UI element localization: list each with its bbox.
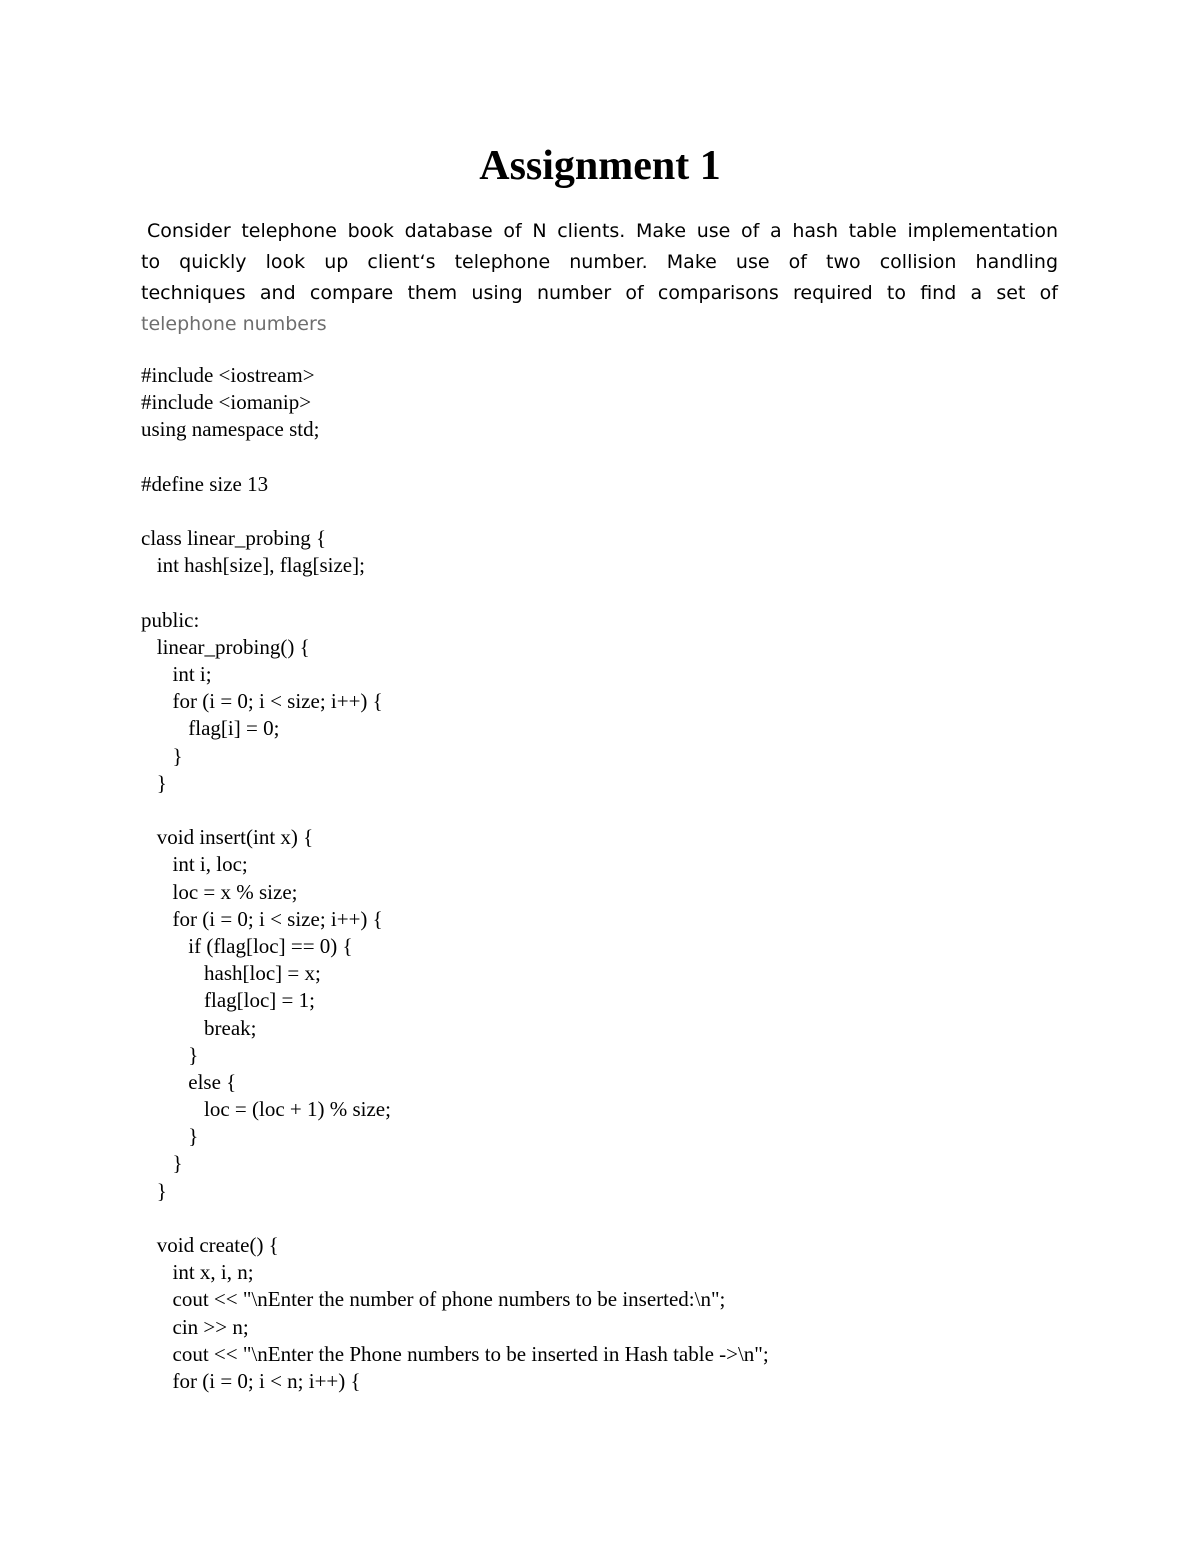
- code-line: }: [141, 1178, 167, 1203]
- code-line: break;: [141, 1015, 257, 1040]
- code-line: flag[i] = 0;: [141, 716, 280, 741]
- code-line: for (i = 0; i < size; i++) {: [141, 906, 383, 931]
- code-line: int hash[size], flag[size];: [141, 553, 365, 578]
- code-line: if (flag[loc] == 0) {: [141, 933, 353, 958]
- code-line: loc = (loc + 1) % size;: [141, 1097, 391, 1122]
- code-line: [141, 797, 769, 824]
- code-line: linear_probing() {: [141, 634, 310, 659]
- code-line: [141, 580, 769, 607]
- code-line: #include <iostream>: [141, 363, 315, 387]
- code-listing: [141, 362, 769, 1395]
- code-line: cout << "\nEnter the Phone numbers to be inserted in Hash table ->\n";: [141, 1341, 769, 1366]
- code-line: int i, loc;: [141, 852, 248, 877]
- code-line: using namespace std;: [141, 417, 320, 442]
- code-line: public:: [141, 607, 200, 632]
- code-line: }: [141, 1042, 199, 1067]
- code-line: class linear_probing {: [141, 526, 327, 551]
- code-line: void insert(int x) {: [141, 825, 314, 850]
- document-title: Assignment 1: [479, 143, 721, 189]
- code-line: void create() {: [141, 1233, 279, 1257]
- code-line: }: [141, 1151, 183, 1176]
- code-line: #define size 13: [141, 471, 269, 496]
- statement-line: Consider telephone book database of N clients. Make use of a hash table implementation: [147, 220, 1058, 242]
- statement-line: techniques and compare them using number of comparisons required to find a set of: [141, 282, 1058, 304]
- code-line: }: [141, 770, 167, 795]
- statement-line: telephone numbers: [141, 313, 327, 335]
- code-line: for (i = 0; i < n; i++) {: [141, 1368, 361, 1393]
- code-line: }: [141, 743, 183, 768]
- code-line: else {: [141, 1069, 237, 1094]
- code-line: cin >> n;: [141, 1314, 249, 1339]
- code-line: hash[loc] = x;: [141, 961, 321, 986]
- code-line: int x, i, n;: [141, 1260, 254, 1285]
- code-line: int i;: [141, 662, 212, 687]
- code-line: loc = x % size;: [141, 879, 298, 904]
- code-line: for (i = 0; i < size; i++) {: [141, 689, 383, 714]
- code-line: }: [141, 1124, 199, 1149]
- code-line: [141, 498, 769, 525]
- code-line: cout << "\nEnter the number of phone numbers to be inserted:\n";: [141, 1287, 726, 1312]
- problem-statement: [141, 216, 1058, 340]
- statement-line: to quickly look up client‘s telephone number. Make use of two collision handling: [141, 251, 1058, 273]
- code-line: [141, 1205, 769, 1232]
- code-line: [141, 444, 769, 471]
- code-line: #include <iomanip>: [141, 390, 312, 415]
- code-line: flag[loc] = 1;: [141, 988, 315, 1013]
